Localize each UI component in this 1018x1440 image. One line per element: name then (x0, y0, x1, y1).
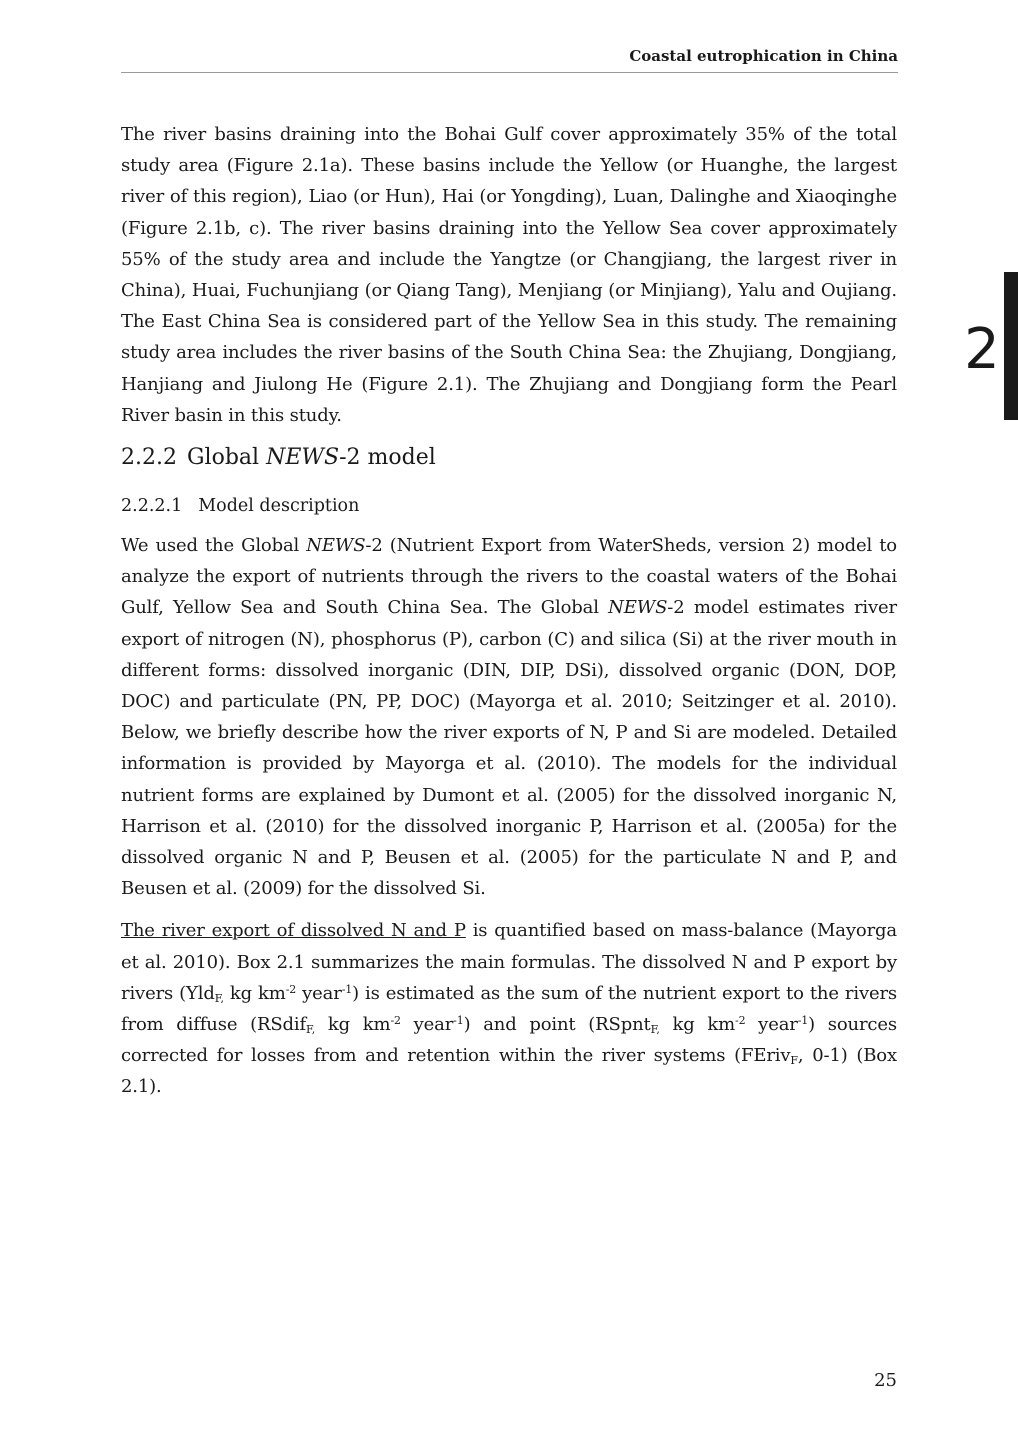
subscript: F, (214, 991, 224, 1005)
text-run: kg km (659, 1014, 736, 1036)
text-run: kg km (315, 1014, 391, 1036)
underlined-phrase: The river export of dissolved N and P (121, 920, 466, 942)
text-run: kg km (223, 982, 286, 1004)
text-em: NEWS (608, 597, 668, 619)
subscript: F (790, 1054, 798, 1068)
running-head: Coastal eutrophication in China (629, 47, 898, 65)
text-run: ) sources corrected for losses from and retention within the river systems (FEriv (121, 1014, 897, 1067)
text-run: year (745, 1014, 798, 1036)
header-rule (121, 72, 898, 73)
text-run: year (400, 1014, 454, 1036)
superscript: -1 (341, 982, 353, 996)
text-run: is quantified based on mass-balance (Mayorga et al. 2010). Box 2.1 summarizes the main formulas. The dissolved N and P export by rivers (Yld (121, 920, 897, 1004)
page-number: 25 (874, 1370, 897, 1391)
paragraph-river-basins: The river basins draining into the Bohai Gulf cover approximately 35% of the total study area (Figure 2.1a). These basins include the Yellow (or Huanghe, the largest river of this region), Liao (or Hun), Hai (or Yongding), Luan, Dalinghe and Xiaoqinghe (Figure 2.1b, c). The river basins draining into the Yellow Sea cover approximately 55% of the study area and include the Yangtze (or Changjiang, the largest river in China), Huai, Fuchunjiang (or Qiang Tang), Menjiang (or Minjiang), Yalu and Oujiang. The East China Sea is considered part of the Yellow Sea in this study. The remaining study area includes the river basins of the South China Sea: the Zhujiang, Dongjiang, Hanjiang and Jiulong He (Figure 2.1). The Zhujiang and Dongjiang form the Pearl River basin in this study. (121, 124, 897, 426)
subsection-heading (121, 493, 897, 519)
text-run: ) and point (RSpnt (463, 1014, 651, 1036)
subscript: F, (650, 1023, 660, 1037)
text-run: -2 (Nutrient Export from WaterSheds, version 2) model to analyze the export of nutrients through the rivers to the coastal waters of the Bohai Gulf, Yellow Sea and South China Sea. The Global (121, 535, 897, 619)
text-run: ) is estimated as the sum of the nutrient export to the rivers from diffuse (RSdif (121, 982, 898, 1036)
text-em: NEWS (306, 535, 366, 557)
text-run: We used the Global (121, 535, 307, 557)
paragraph-dissolved-export (121, 915, 897, 1102)
section-number: 2.2.2 (121, 445, 177, 471)
section-heading (121, 443, 897, 473)
text-run: -2 model estimates river export of nitrogen (N), phosphorus (P), carbon (C) and silica (Si) at the river mouth in different forms: dissolved inorganic (DIN, DIP, DSi), dissolved organic (DON, DOP, DOC) and particulate (PN, PP, DOC) (Mayorga et al. 2010; Seitzinger et al. 2010). Below, we briefly describe how the river exports of N, P and Si are modeled. Detailed information is provided by Mayorga et al. (2010). The models for the individual nutrient forms are explained by Dumont et al. (2005) for the dissolved inorganic N, Harrison et al. (2010) for the dissolved inorganic P, Harrison et al. (2005a) for the dissolved organic N and P, Beusen et al. (2005) for the particulate N and P, and Beusen et al. (2009) for the dissolved Si. (121, 597, 897, 900)
chapter-tab-bar (1004, 272, 1018, 420)
subsection-number: 2.2.2.1 (121, 496, 183, 517)
superscript: -2 (390, 1014, 401, 1028)
superscript: -1 (797, 1014, 809, 1028)
superscript: -2 (735, 1014, 746, 1028)
text-run: year (296, 982, 342, 1004)
superscript: -2 (285, 982, 297, 996)
subsection-title: Model description (198, 496, 360, 517)
paragraph-model-description (121, 530, 897, 904)
section-title-pre: Global (186, 445, 267, 471)
section-title-em: NEWS (266, 445, 340, 471)
chapter-tab-number: 2 (964, 317, 1000, 382)
text-run: , 0-1) (Box 2.1). (121, 1045, 897, 1098)
subscript: F, (306, 1023, 316, 1037)
page-body (121, 119, 897, 1103)
superscript: -1 (453, 1014, 464, 1028)
section-title-post: -2 model (339, 445, 436, 471)
